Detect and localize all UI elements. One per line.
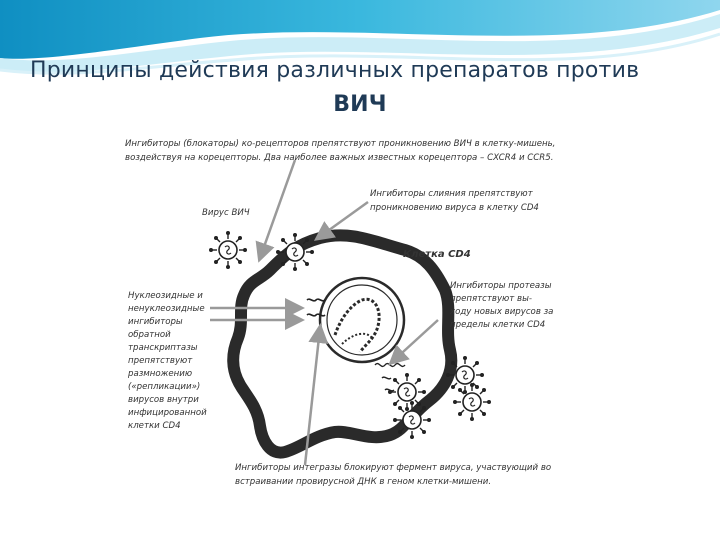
cd4-cell-label: Клетка CD4 bbox=[403, 249, 471, 260]
slide-title-line2: ВИЧ bbox=[333, 92, 387, 117]
coreceptor-note-line2: воздействуя на корецепторы. Два наиболее важных известных корецептора – CXCR4 и CCR5. bbox=[125, 153, 554, 163]
nrti-note-line: вирусов внутри bbox=[128, 395, 199, 405]
hiv-virus-icon bbox=[209, 231, 247, 269]
nrti-note-line: препятствуют bbox=[128, 356, 193, 366]
nrti-note-line: размножению bbox=[128, 369, 193, 379]
protease-note-line: ходу новых вирусов за bbox=[450, 307, 554, 317]
slide-title-line1: Принципы действия различных препаратов против bbox=[30, 58, 640, 83]
hiv-virus-icon bbox=[393, 401, 431, 439]
hiv-virus-icon bbox=[453, 383, 491, 421]
dna-strand-icon bbox=[335, 299, 379, 352]
virus-label: Вирус ВИЧ bbox=[202, 208, 250, 218]
protease-note-line: препятствуют вы- bbox=[450, 294, 532, 304]
coreceptor-arrow bbox=[260, 160, 295, 258]
fusion-note-line1: Ингибиторы слияния препятствуют bbox=[370, 189, 533, 199]
nrti-note-line: транскриптазы bbox=[128, 343, 198, 353]
protease-note-line: пределы клетки CD4 bbox=[450, 320, 546, 330]
hiv-drug-diagram bbox=[120, 130, 600, 510]
hiv-virus-icon bbox=[388, 373, 426, 411]
nrti-note-line: ненуклеозидные bbox=[128, 304, 205, 314]
integrase-note-line1: Ингибиторы интегразы блокируют фермент вируса, участвующий во bbox=[235, 463, 552, 473]
nrti-note-line: Нуклеозидные и bbox=[128, 291, 203, 301]
protease-note bbox=[450, 280, 553, 332]
fusion-note-line2: проникновению вируса в клетку CD4 bbox=[370, 203, 539, 213]
nrti-note-line: клетки CD4 bbox=[128, 421, 181, 431]
nrti-note bbox=[128, 290, 207, 433]
hiv-virus-icon bbox=[276, 233, 314, 271]
coreceptor-note-line1: Ингибиторы (блокаторы) ко-рецепторов препятствуют проникновению ВИЧ в клетку-мишень, bbox=[125, 139, 556, 149]
protease-note-line: Ингибиторы протеазы bbox=[450, 281, 552, 291]
viral-rna-icon bbox=[307, 299, 325, 301]
integrase-note-line2: встраивании провирусной ДНК в геном клетки-мишени. bbox=[235, 477, 492, 487]
nrti-note-line: ингибиторы bbox=[128, 317, 183, 327]
hiv-virus-icon bbox=[446, 356, 484, 394]
nrti-note-line: («репликации») bbox=[128, 382, 201, 392]
nrti-note-line: инфицированной bbox=[128, 408, 207, 418]
nrti-note-line: обратной bbox=[128, 330, 171, 340]
